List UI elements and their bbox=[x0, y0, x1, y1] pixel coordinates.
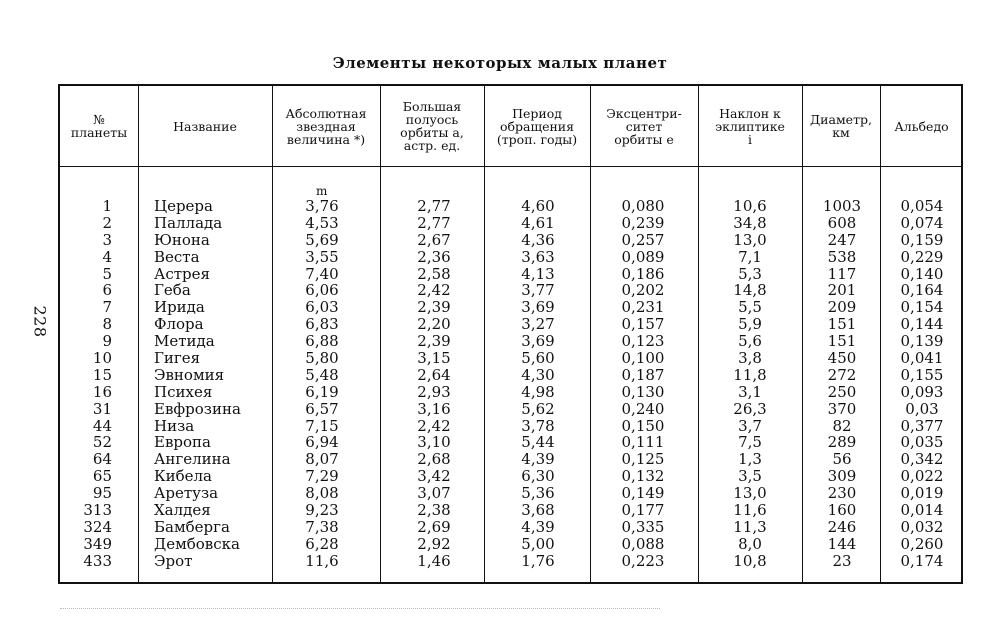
inclination: 11,8 bbox=[733, 365, 767, 384]
albedo: 0,174 bbox=[900, 551, 944, 570]
orbital-period: 3,69 bbox=[521, 298, 555, 317]
eccentricity: 0,239 bbox=[621, 213, 665, 232]
planet-name: Бамберга bbox=[154, 517, 230, 536]
inclination: 34,8 bbox=[733, 213, 767, 232]
diameter: 151 bbox=[827, 315, 857, 334]
albedo: 0,041 bbox=[900, 349, 944, 368]
inclination: 3,1 bbox=[738, 382, 762, 401]
diameter: 23 bbox=[832, 551, 852, 570]
table-row bbox=[60, 519, 961, 536]
magnitude-unit-mark: m bbox=[316, 184, 328, 198]
orbital-period: 4,60 bbox=[521, 197, 555, 215]
eccentricity: 0,202 bbox=[621, 281, 665, 300]
table-row bbox=[60, 418, 961, 435]
albedo: 0,377 bbox=[900, 416, 944, 435]
planet-number: 324 bbox=[83, 517, 112, 536]
albedo: 0,342 bbox=[900, 450, 944, 469]
diameter: 246 bbox=[827, 517, 857, 536]
diameter: 370 bbox=[827, 399, 857, 418]
diameter: 450 bbox=[827, 349, 857, 368]
absolute-magnitude: 6,06 bbox=[305, 281, 339, 300]
header-number: № планеты bbox=[70, 112, 128, 140]
header-semi-axis: Большая полуось орбиты a, астр. ед. bbox=[400, 99, 464, 153]
inclination: 26,3 bbox=[733, 399, 767, 418]
diameter: 250 bbox=[827, 382, 857, 401]
planet-number: 433 bbox=[83, 551, 112, 570]
table-row bbox=[60, 232, 961, 249]
albedo: 0,093 bbox=[900, 382, 944, 401]
diameter: 201 bbox=[827, 281, 857, 300]
semi-major-axis: 2,68 bbox=[417, 450, 451, 469]
orbital-period: 4,98 bbox=[521, 382, 555, 401]
absolute-magnitude: 7,38 bbox=[305, 517, 339, 536]
orbital-period: 3,27 bbox=[521, 315, 555, 334]
table-row bbox=[60, 266, 961, 283]
inclination: 5,9 bbox=[738, 315, 762, 334]
absolute-magnitude: 8,08 bbox=[305, 484, 339, 503]
eccentricity: 0,130 bbox=[621, 382, 665, 401]
diameter: 538 bbox=[827, 247, 857, 266]
eccentricity: 0,157 bbox=[621, 315, 665, 334]
diameter: 1003 bbox=[822, 197, 862, 215]
semi-major-axis: 3,15 bbox=[417, 349, 451, 368]
inclination: 13,0 bbox=[733, 230, 767, 249]
absolute-magnitude: 9,23 bbox=[305, 501, 339, 520]
inclination: 8,0 bbox=[738, 534, 762, 553]
albedo: 0,159 bbox=[900, 230, 944, 249]
orbital-period: 5,60 bbox=[521, 349, 555, 368]
planet-name: Европа bbox=[154, 433, 211, 452]
planet-number: 6 bbox=[102, 281, 112, 300]
page-number: 228 bbox=[30, 305, 50, 338]
header-magnitude: Абсолютная звездная величина *) bbox=[285, 105, 367, 147]
orbital-period: 3,77 bbox=[521, 281, 555, 300]
inclination: 3,5 bbox=[738, 467, 762, 486]
diameter: 209 bbox=[827, 298, 857, 317]
semi-major-axis: 3,07 bbox=[417, 484, 451, 503]
table-row bbox=[60, 299, 961, 316]
table-row bbox=[60, 384, 961, 401]
planet-name: Дембовска bbox=[154, 534, 240, 553]
semi-major-axis: 2,77 bbox=[417, 197, 451, 215]
albedo: 0,229 bbox=[900, 247, 944, 266]
orbital-period: 5,44 bbox=[521, 433, 555, 452]
table-row bbox=[60, 282, 961, 299]
planet-name: Юнона bbox=[154, 230, 210, 249]
semi-major-axis: 2,92 bbox=[417, 534, 451, 553]
planet-name: Церера bbox=[154, 197, 213, 215]
table-title: Элементы некоторых малых планет bbox=[332, 54, 668, 72]
planet-number: 4 bbox=[102, 247, 112, 266]
planet-number: 31 bbox=[92, 399, 112, 418]
header-diameter: Диаметр, км bbox=[810, 112, 872, 140]
diameter: 117 bbox=[827, 264, 857, 283]
table-row bbox=[60, 367, 961, 384]
semi-major-axis: 2,93 bbox=[417, 382, 451, 401]
semi-major-axis: 3,16 bbox=[417, 399, 451, 418]
diameter: 151 bbox=[827, 332, 857, 351]
orbital-period: 5,36 bbox=[521, 484, 555, 503]
inclination: 7,5 bbox=[738, 433, 762, 452]
scan-artifact bbox=[60, 608, 660, 612]
diameter: 230 bbox=[827, 484, 857, 503]
diameter: 608 bbox=[827, 213, 857, 232]
diameter: 272 bbox=[827, 365, 857, 384]
semi-major-axis: 2,39 bbox=[417, 298, 451, 317]
planet-number: 313 bbox=[83, 501, 112, 520]
semi-major-axis: 3,10 bbox=[417, 433, 451, 452]
inclination: 7,1 bbox=[738, 247, 762, 266]
planet-table bbox=[58, 84, 963, 584]
inclination: 11,6 bbox=[733, 501, 767, 520]
orbital-period: 4,61 bbox=[521, 213, 555, 232]
albedo: 0,164 bbox=[900, 281, 944, 300]
diameter: 160 bbox=[827, 501, 857, 520]
planet-number: 65 bbox=[92, 467, 112, 486]
albedo: 0,144 bbox=[900, 315, 944, 334]
semi-major-axis: 2,69 bbox=[417, 517, 451, 536]
eccentricity: 0,231 bbox=[621, 298, 665, 317]
absolute-magnitude: 6,57 bbox=[305, 399, 339, 418]
diameter: 144 bbox=[827, 534, 857, 553]
eccentricity: 0,111 bbox=[621, 433, 665, 452]
planet-number: 44 bbox=[92, 416, 112, 435]
orbital-period: 3,68 bbox=[521, 501, 555, 520]
planet-name: Астрея bbox=[154, 264, 211, 283]
absolute-magnitude: 5,80 bbox=[305, 349, 339, 368]
semi-major-axis: 1,46 bbox=[417, 551, 451, 570]
table-row bbox=[60, 451, 961, 468]
orbital-period: 3,78 bbox=[521, 416, 555, 435]
semi-major-axis: 2,42 bbox=[417, 281, 451, 300]
albedo: 0,139 bbox=[900, 332, 944, 351]
semi-major-axis: 2,20 bbox=[417, 315, 451, 334]
absolute-magnitude: 3,55 bbox=[305, 247, 339, 266]
eccentricity: 0,080 bbox=[621, 197, 665, 215]
semi-major-axis: 3,42 bbox=[417, 467, 451, 486]
inclination: 11,3 bbox=[733, 517, 767, 536]
orbital-period: 4,39 bbox=[521, 450, 555, 469]
diameter: 56 bbox=[832, 450, 852, 469]
planet-name: Эвномия bbox=[154, 365, 225, 384]
albedo: 0,155 bbox=[900, 365, 944, 384]
semi-major-axis: 2,67 bbox=[417, 230, 451, 249]
eccentricity: 0,335 bbox=[621, 517, 665, 536]
albedo: 0,014 bbox=[900, 501, 944, 520]
table-row bbox=[60, 249, 961, 266]
absolute-magnitude: 6,28 bbox=[305, 534, 339, 553]
table-row bbox=[60, 198, 961, 215]
diameter: 309 bbox=[827, 467, 857, 486]
orbital-period: 5,00 bbox=[521, 534, 555, 553]
planet-name: Веста bbox=[154, 247, 200, 266]
absolute-magnitude: 7,15 bbox=[305, 416, 339, 435]
absolute-magnitude: 6,19 bbox=[305, 382, 339, 401]
planet-name: Евфрозина bbox=[154, 399, 241, 418]
albedo: 0,019 bbox=[900, 484, 944, 503]
orbital-period: 1,76 bbox=[521, 551, 555, 570]
table-row bbox=[60, 502, 961, 519]
table-row bbox=[60, 215, 961, 232]
albedo: 0,074 bbox=[900, 213, 944, 232]
absolute-magnitude: 6,94 bbox=[305, 433, 339, 452]
planet-name: Ирида bbox=[154, 298, 205, 317]
inclination: 5,3 bbox=[738, 264, 762, 283]
absolute-magnitude: 5,69 bbox=[305, 230, 339, 249]
planet-number: 15 bbox=[92, 365, 112, 384]
inclination: 5,5 bbox=[738, 298, 762, 317]
eccentricity: 0,125 bbox=[621, 450, 665, 469]
absolute-magnitude: 6,88 bbox=[305, 332, 339, 351]
header-inclination: Наклон к эклиптике i bbox=[715, 105, 785, 147]
orbital-period: 3,69 bbox=[521, 332, 555, 351]
header-divider bbox=[60, 166, 961, 167]
absolute-magnitude: 8,07 bbox=[305, 450, 339, 469]
absolute-magnitude: 6,03 bbox=[305, 298, 339, 317]
albedo: 0,054 bbox=[900, 197, 944, 215]
header-albedo: Альбедо bbox=[894, 118, 949, 134]
albedo: 0,03 bbox=[905, 399, 939, 418]
table-row bbox=[60, 434, 961, 451]
orbital-period: 4,36 bbox=[521, 230, 555, 249]
albedo: 0,035 bbox=[900, 433, 944, 452]
eccentricity: 0,223 bbox=[621, 551, 665, 570]
planet-number: 10 bbox=[92, 349, 112, 368]
eccentricity: 0,123 bbox=[621, 332, 665, 351]
orbital-period: 4,39 bbox=[521, 517, 555, 536]
planet-number: 52 bbox=[92, 433, 112, 452]
planet-number: 8 bbox=[102, 315, 112, 334]
eccentricity: 0,240 bbox=[621, 399, 665, 418]
semi-major-axis: 2,64 bbox=[417, 365, 451, 384]
planet-number: 349 bbox=[83, 534, 112, 553]
orbital-period: 5,62 bbox=[521, 399, 555, 418]
albedo: 0,032 bbox=[900, 517, 944, 536]
planet-number: 95 bbox=[92, 484, 112, 503]
planet-number: 7 bbox=[102, 298, 112, 317]
inclination: 1,3 bbox=[738, 450, 762, 469]
planet-name: Низа bbox=[154, 416, 195, 435]
inclination: 13,0 bbox=[733, 484, 767, 503]
diameter: 82 bbox=[832, 416, 852, 435]
header-period: Период обращения (троп. годы) bbox=[496, 105, 578, 147]
planet-number: 1 bbox=[102, 197, 112, 215]
albedo: 0,154 bbox=[900, 298, 944, 317]
orbital-period: 4,13 bbox=[521, 264, 555, 283]
absolute-magnitude: 11,6 bbox=[305, 551, 339, 570]
header-eccentricity: Эксцентри- ситет орбиты e bbox=[606, 105, 682, 147]
header-name: Название bbox=[173, 118, 237, 134]
albedo: 0,022 bbox=[900, 467, 944, 486]
albedo: 0,260 bbox=[900, 534, 944, 553]
eccentricity: 0,088 bbox=[621, 534, 665, 553]
orbital-period: 3,63 bbox=[521, 247, 555, 266]
table-row bbox=[60, 333, 961, 350]
diameter: 247 bbox=[827, 230, 857, 249]
planet-name: Аретуза bbox=[154, 484, 219, 503]
absolute-magnitude: 7,29 bbox=[305, 467, 339, 486]
table-row bbox=[60, 536, 961, 553]
inclination: 10,8 bbox=[733, 551, 767, 570]
planet-number: 3 bbox=[102, 230, 112, 249]
inclination: 3,7 bbox=[738, 416, 762, 435]
eccentricity: 0,132 bbox=[621, 467, 665, 486]
eccentricity: 0,186 bbox=[621, 264, 665, 283]
inclination: 10,6 bbox=[733, 197, 767, 215]
planet-name: Паллада bbox=[154, 213, 223, 232]
absolute-magnitude: 5,48 bbox=[305, 365, 339, 384]
eccentricity: 0,150 bbox=[621, 416, 665, 435]
absolute-magnitude: 3,76 bbox=[305, 197, 339, 215]
inclination: 3,8 bbox=[738, 349, 762, 368]
semi-major-axis: 2,36 bbox=[417, 247, 451, 266]
table-row bbox=[60, 468, 961, 485]
eccentricity: 0,089 bbox=[621, 247, 665, 266]
albedo: 0,140 bbox=[900, 264, 944, 283]
eccentricity: 0,257 bbox=[621, 230, 665, 249]
eccentricity: 0,187 bbox=[621, 365, 665, 384]
planet-name: Геба bbox=[154, 281, 191, 300]
planet-name: Флора bbox=[154, 315, 204, 334]
inclination: 14,8 bbox=[733, 281, 767, 300]
inclination: 5,6 bbox=[738, 332, 762, 351]
table-row bbox=[60, 350, 961, 367]
table-row bbox=[60, 485, 961, 502]
semi-major-axis: 2,77 bbox=[417, 213, 451, 232]
orbital-period: 6,30 bbox=[521, 467, 555, 486]
semi-major-axis: 2,58 bbox=[417, 264, 451, 283]
table-body bbox=[60, 198, 961, 570]
eccentricity: 0,100 bbox=[621, 349, 665, 368]
planet-name: Психея bbox=[154, 382, 213, 401]
planet-name: Метида bbox=[154, 332, 215, 351]
table-row bbox=[60, 553, 961, 570]
planet-name: Халдея bbox=[154, 501, 211, 520]
planet-number: 9 bbox=[102, 332, 112, 351]
planet-number: 2 bbox=[102, 213, 112, 232]
absolute-magnitude: 6,83 bbox=[305, 315, 339, 334]
table-row bbox=[60, 316, 961, 333]
semi-major-axis: 2,38 bbox=[417, 501, 451, 520]
absolute-magnitude: 7,40 bbox=[305, 264, 339, 283]
planet-name: Гигея bbox=[154, 349, 201, 368]
semi-major-axis: 2,39 bbox=[417, 332, 451, 351]
planet-number: 64 bbox=[92, 450, 112, 469]
planet-number: 16 bbox=[92, 382, 112, 401]
table-row bbox=[60, 401, 961, 418]
orbital-period: 4,30 bbox=[521, 365, 555, 384]
planet-name: Эрот bbox=[154, 551, 193, 570]
planet-number: 5 bbox=[102, 264, 112, 283]
diameter: 289 bbox=[827, 433, 857, 452]
eccentricity: 0,149 bbox=[621, 484, 665, 503]
semi-major-axis: 2,42 bbox=[417, 416, 451, 435]
absolute-magnitude: 4,53 bbox=[305, 213, 339, 232]
eccentricity: 0,177 bbox=[621, 501, 665, 520]
planet-name: Ангелина bbox=[154, 450, 231, 469]
planet-name: Кибела bbox=[154, 467, 212, 486]
